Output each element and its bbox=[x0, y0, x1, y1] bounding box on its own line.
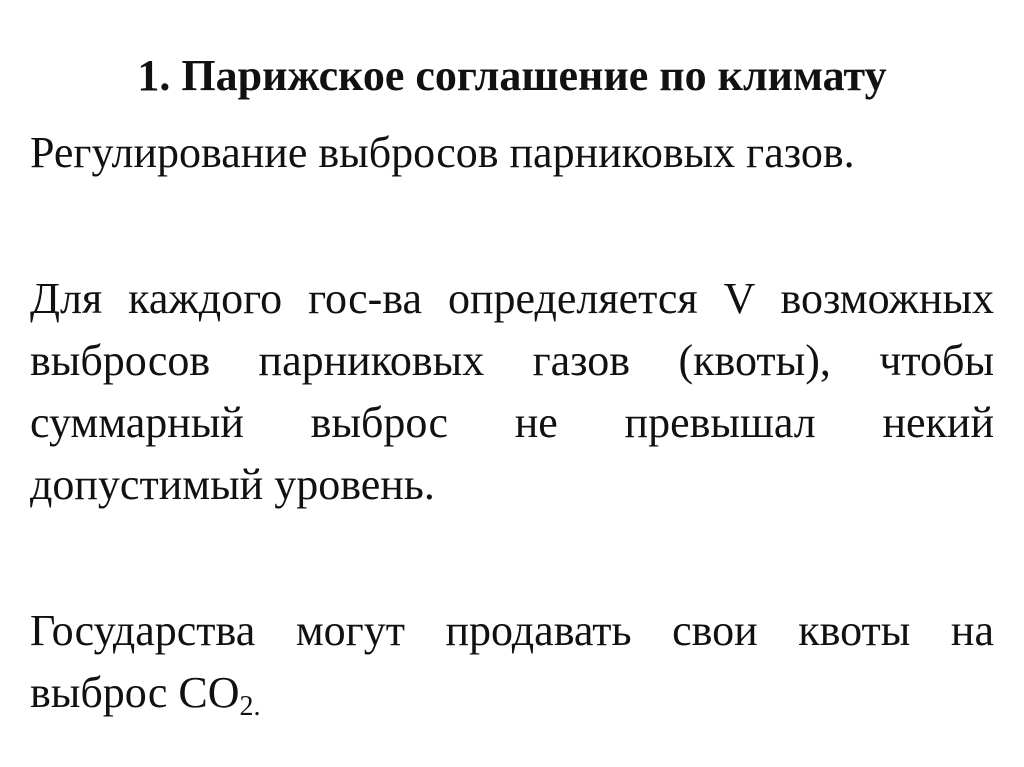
paragraph-regulation: Регулирование выбросов парниковых газов. bbox=[30, 128, 855, 177]
paragraph-trading bbox=[30, 600, 994, 724]
slide-title: 1. Парижское соглашение по климату bbox=[137, 51, 887, 100]
paragraph-trading-line-2 bbox=[30, 662, 994, 724]
paragraph-trading-line-1: Государства могут продавать свои квоты на bbox=[30, 606, 994, 655]
co2-text: выброс CO bbox=[30, 668, 240, 717]
paragraph-quotas: Для каждого гос-ва определяется V возможных выбросов парниковых газов (квоты), чтобы суммарный выброс не превышал некий допустимый уровень. bbox=[30, 274, 994, 509]
co2-subscript: 2. bbox=[239, 691, 261, 722]
